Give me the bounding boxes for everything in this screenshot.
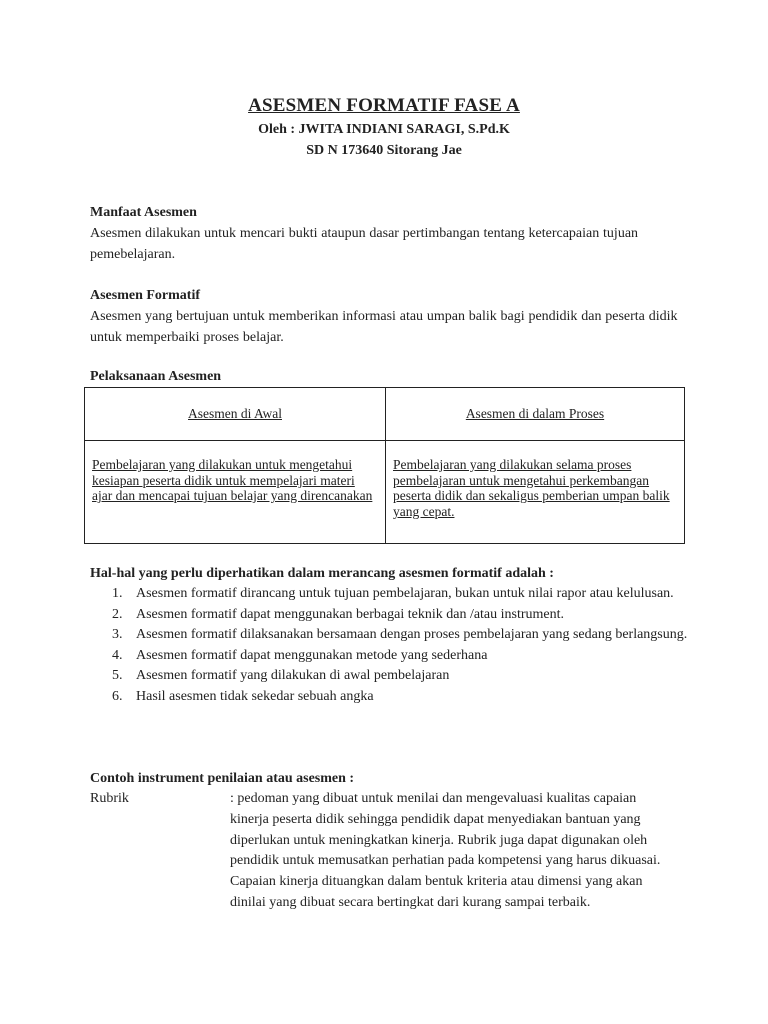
table-header-label: Asesmen di Awal — [188, 406, 282, 421]
list-item — [90, 605, 690, 626]
section-contoh — [90, 768, 690, 939]
list-item — [90, 625, 690, 646]
list-item-number: 2. — [112, 606, 123, 622]
table-header-cell — [85, 388, 385, 440]
table-header-label: Asesmen di dalam Proses — [465, 406, 605, 421]
list-item — [90, 646, 690, 667]
list-item-text: Asesmen formatif dapat menggunakan metode yang sederhana — [136, 647, 488, 663]
list-item-text: Asesmen formatif dirancang untuk tujuan pembelajaran, bukan untuk nilai rapor atau kelulusan. — [136, 586, 674, 601]
list-item-number: 1. — [112, 586, 123, 601]
numbered-list — [90, 584, 690, 707]
section-pelaksanaan — [90, 366, 690, 387]
list-item-text: Asesmen formatif yang dilakukan di awal pembelajaran — [136, 668, 450, 683]
list-item-number: 6. — [112, 688, 123, 704]
section-heading: Contoh instrument penilaian atau asesmen : — [90, 771, 355, 786]
section-heading: Hal-hal yang perlu diperhatikan dalam merancang asesmen formatif adalah : — [90, 566, 554, 581]
list-item-text: Asesmen formatif dapat menggunakan berbagai teknik dan /atau instrument. — [136, 606, 565, 622]
list-item — [90, 687, 690, 708]
table-header-cell — [385, 388, 684, 440]
table-cell: Pembelajaran yang dilakukan selama proses pembelajaran untuk mengetahui perkembangan peserta didik dan sekaligus pemberian umpan balik yang cepat. — [385, 440, 684, 544]
section-paragraph: Asesmen yang bertujuan untuk memberikan informasi atau umpan balik bagi pendidik dan peserta didik untuk memperbaiki proses belajar. — [90, 309, 678, 345]
list-item-number: 5. — [112, 668, 123, 683]
definition-term: Rubrik — [90, 791, 129, 806]
list-item — [90, 666, 690, 687]
section-hal — [90, 563, 690, 707]
document-title: ASESMEN FORMATIF FASE A — [248, 95, 520, 116]
section-heading: Asesmen Formatif — [90, 288, 201, 303]
section-formatif — [90, 285, 690, 348]
table-cell: Pembelajaran yang dilakukan untuk mengetahui kesiapan peserta didik untuk mempelajari materi ajar dan mencapai tujuan belajar yang direncanakan — [92, 457, 373, 504]
list-item-number: 3. — [112, 627, 123, 642]
section-manfaat — [90, 202, 690, 265]
section-heading: Pelaksanaan Asesmen — [90, 369, 222, 384]
section-paragraph: Asesmen dilakukan untuk mencari bukti ataupun dasar pertimbangan tentang ketercapaian tujuan pemebelajaran. — [90, 226, 639, 262]
section-heading: Manfaat Asesmen — [90, 205, 197, 220]
definition-row — [90, 789, 690, 939]
list-item — [90, 584, 690, 605]
document-author: Oleh : JWITA INDIANI SARAGI, S.Pd.K — [258, 122, 510, 137]
list-item-text: Hasil asesmen tidak sekedar sebuah angka — [136, 688, 374, 704]
definition-text: : pedoman yang dibuat untuk menilai dan mengevaluasi kualitas capaian kinerja peserta didik sehingga pendidik dapat menyediakan bantuan yang diperlukan untuk meningkatkan kinerja. Rubrik juga dapat digunakan oleh pendidik untuk memusatkan perhatian pada kompetensi yang harus dikuasai. Capaian kinerja dituangkan dalam bentuk kriteria atau dimensi yang akan dinilai yang dibuat secara bertingkat dari kurang sampai terbaik. — [230, 791, 661, 910]
list-item-text: Asesmen formatif dilaksanakan bersamaan dengan proses pembelajaran yang sedang berlangsung. — [136, 627, 688, 642]
pelaksanaan-table — [84, 387, 685, 544]
list-item-number: 4. — [112, 647, 123, 663]
document-school: SD N 173640 Sitorang Jae — [306, 143, 462, 158]
